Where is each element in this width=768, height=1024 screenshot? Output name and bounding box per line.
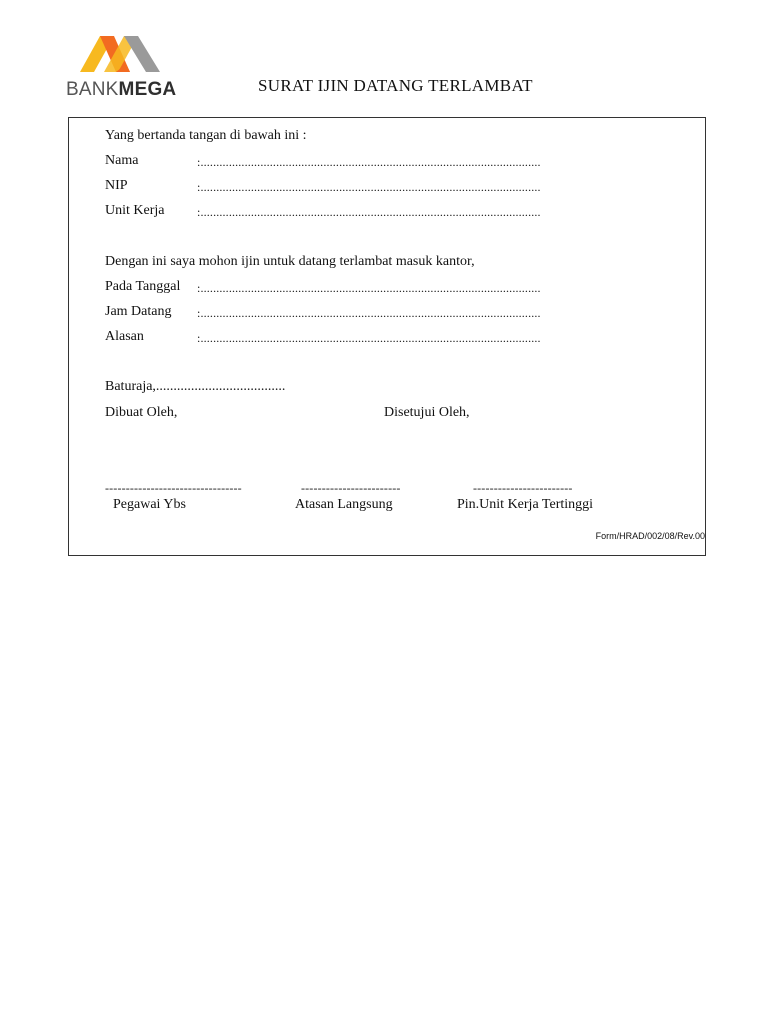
bank-mega-logo-mark <box>80 32 168 74</box>
intro-text: Yang bertanda tangan di bawah ini : <box>105 128 307 143</box>
field-fill-unit-kerja[interactable]: :............................................................................................................ <box>197 205 541 219</box>
field-fill-pada-tanggal[interactable]: :............................................................................................................ <box>197 281 541 295</box>
form-box <box>68 117 706 556</box>
place-date-line[interactable]: Baturaja,..................................... <box>105 379 286 394</box>
signer-employee: Pegawai Ybs <box>113 497 186 512</box>
approved-by-label: Disetujui Oleh, <box>384 405 470 420</box>
field-label-unit-kerja: Unit Kerja <box>105 203 165 218</box>
request-text: Dengan ini saya mohon ijin untuk datang terlambat masuk kantor, <box>105 254 475 269</box>
made-by-label: Dibuat Oleh, <box>105 405 178 420</box>
field-label-alasan: Alasan <box>105 329 144 344</box>
field-fill-alasan[interactable]: :............................................................................................................ <box>197 331 541 345</box>
field-fill-jam-datang[interactable]: :............................................................................................................ <box>197 306 541 320</box>
signer-head: Pin.Unit Kerja Tertinggi <box>457 497 594 512</box>
field-label-jam-datang: Jam Datang <box>105 304 172 319</box>
bank-mega-logo <box>64 32 184 100</box>
field-label-pada-tanggal: Pada Tanggal <box>105 279 181 294</box>
field-label-nip: NIP <box>105 178 128 193</box>
signature-line-employee[interactable]: --------------------------------- <box>105 481 242 495</box>
form-code: Form/HRAD/002/08/Rev.00 <box>595 531 705 541</box>
signature-line-head[interactable]: ------------------------ <box>473 481 573 495</box>
signer-supervisor: Atasan Langsung <box>295 497 393 512</box>
bank-mega-wordmark <box>66 79 176 101</box>
field-fill-nama[interactable]: :............................................................................................................ <box>197 155 541 169</box>
field-fill-nip[interactable]: :............................................................................................................ <box>197 180 541 194</box>
field-label-nama: Nama <box>105 153 139 168</box>
signature-line-supervisor[interactable]: ------------------------ <box>301 481 401 495</box>
logo-text-mega: MEGA <box>118 79 177 100</box>
logo-text-bank: BANK <box>66 79 119 100</box>
document-title: SURAT IJIN DATANG TERLAMBAT <box>258 76 533 95</box>
